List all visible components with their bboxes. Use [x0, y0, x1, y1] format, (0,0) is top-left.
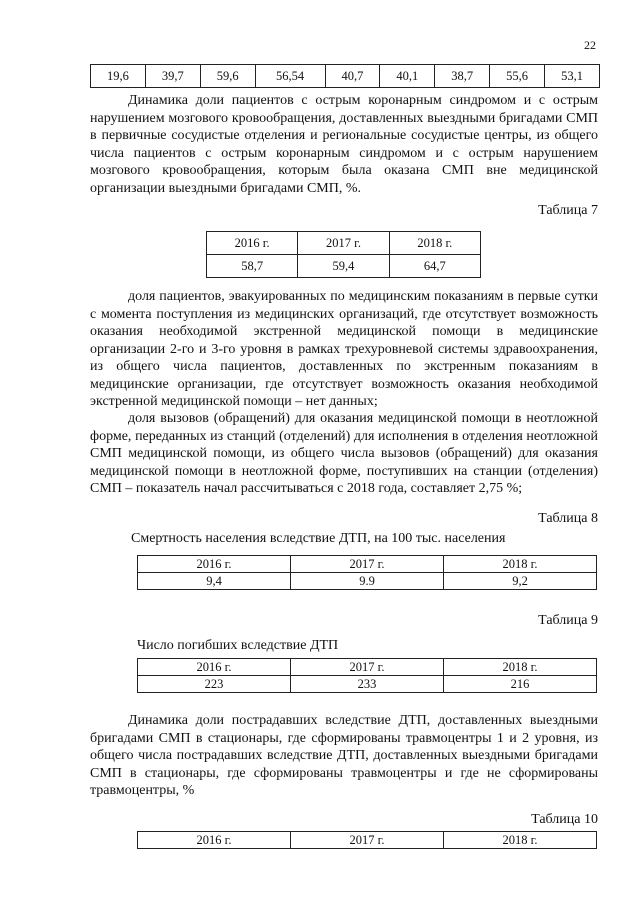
- page-number: 22: [584, 38, 596, 52]
- paragraph-evacuated-patients: доля пациентов, эвакуированных по медицинским показаниям в первые сутки с момента поступления из медицинских организаций, где отсутствует возможность оказания необходимой экстренной медицинской помощи в медицинские организации 2-го и 3-го уровня в рамках трехуровневой системы здравоохранения, из общего числа пациентов, доставленных по экстренным показаниям в медицинские организации, где отсутствует возможность оказания необходимой экстренной медицинской помощи – нет данных;: [90, 289, 598, 409]
- table-cell: 9.9: [291, 573, 444, 590]
- table-cell: 9,2: [444, 573, 597, 590]
- table-header-cell: 2016 г.: [138, 556, 291, 573]
- table-header-cell: 2016 г.: [138, 832, 291, 849]
- table-header-row: [138, 659, 597, 676]
- table-cell: 56,54: [255, 65, 325, 88]
- table-cell: 64,7: [389, 255, 480, 278]
- table-row: [138, 676, 597, 693]
- table-7: [206, 231, 481, 278]
- table-9: [137, 658, 597, 693]
- table-8: [137, 555, 597, 590]
- table-cell: 53,1: [545, 65, 600, 88]
- table-row: [91, 65, 600, 88]
- paragraph-urgent-calls: доля вызовов (обращений) для оказания медицинской помощи в неотложной форме, переданных из станций (отделений) для исполнения в отделения неотложной СМП медицинской помощи, из общего числа вызовов (обращений) для оказания медицинской помощи в неотложной форме, поступивших на станции (отделения) СМП – показатель начал рассчитываться с 2018 года, составляет 2,75 %;: [90, 411, 598, 496]
- table-row: [138, 573, 597, 590]
- table-header-cell: 2016 г.: [138, 659, 291, 676]
- table-cell: 59,6: [200, 65, 255, 88]
- table-cell: 223: [138, 676, 291, 693]
- table-header-cell: 2017 г.: [298, 232, 389, 255]
- table-header-cell: 2018 г.: [389, 232, 480, 255]
- table-header-cell: 2017 г.: [291, 832, 444, 849]
- table-header-row: [207, 232, 481, 255]
- table-cell: 40,1: [380, 65, 435, 88]
- table-row: [207, 255, 481, 278]
- table9-caption: Число погибших вследствие ДТП: [137, 638, 339, 653]
- table-header-cell: 2017 г.: [291, 556, 444, 573]
- table7-label: Таблица 7: [538, 203, 598, 218]
- table-header-cell: 2018 г.: [444, 556, 597, 573]
- table9-label: Таблица 9: [538, 613, 598, 628]
- table-cell: 55,6: [490, 65, 545, 88]
- paragraph-road-accident-victims: Динамика доли пострадавших вследствие ДТП, доставленных выездными бригадами СМП в стационары, где сформированы травмоцентры 1 и 2 уровня, из общего числа пострадавших вследствие ДТП, доставленных выездными бригадами СМП в стационары, где сформированы травмоцентры и где не сформированы травмоцентры, %: [90, 713, 598, 798]
- continued-table: [90, 64, 600, 88]
- table-cell: 19,6: [91, 65, 146, 88]
- table-header-cell: 2018 г.: [444, 832, 597, 849]
- table-cell: 233: [291, 676, 444, 693]
- table-header-row: [138, 556, 597, 573]
- table-cell: 40,7: [325, 65, 380, 88]
- table-header-cell: 2016 г.: [207, 232, 298, 255]
- table8-caption: Смертность населения вследствие ДТП, на 100 тыс. населения: [131, 531, 506, 546]
- table8-label: Таблица 8: [538, 511, 598, 526]
- table-cell: 59,4: [298, 255, 389, 278]
- table-cell: 38,7: [435, 65, 490, 88]
- table-cell: 58,7: [207, 255, 298, 278]
- table-header-cell: 2018 г.: [444, 659, 597, 676]
- table10-label: Таблица 10: [531, 812, 598, 827]
- table-cell: 39,7: [145, 65, 200, 88]
- table-cell: 216: [444, 676, 597, 693]
- table-header-row: [138, 832, 597, 849]
- table-cell: 9,4: [138, 573, 291, 590]
- table-header-cell: 2017 г.: [291, 659, 444, 676]
- table-10: [137, 831, 597, 849]
- paragraph-acs-dynamics: Динамика доли пациентов с острым коронарным синдромом и с острым нарушением мозгового кровообращения, доставленных выездными бригадами СМП в первичные сосудистые отделения и региональные сосудистые центры, из общего числа пациентов с острым коронарным синдромом и с острым нарушением мозгового кровообращения, которым была оказана СМП вне медицинской организации выездными бригадами СМП, %.: [90, 93, 598, 196]
